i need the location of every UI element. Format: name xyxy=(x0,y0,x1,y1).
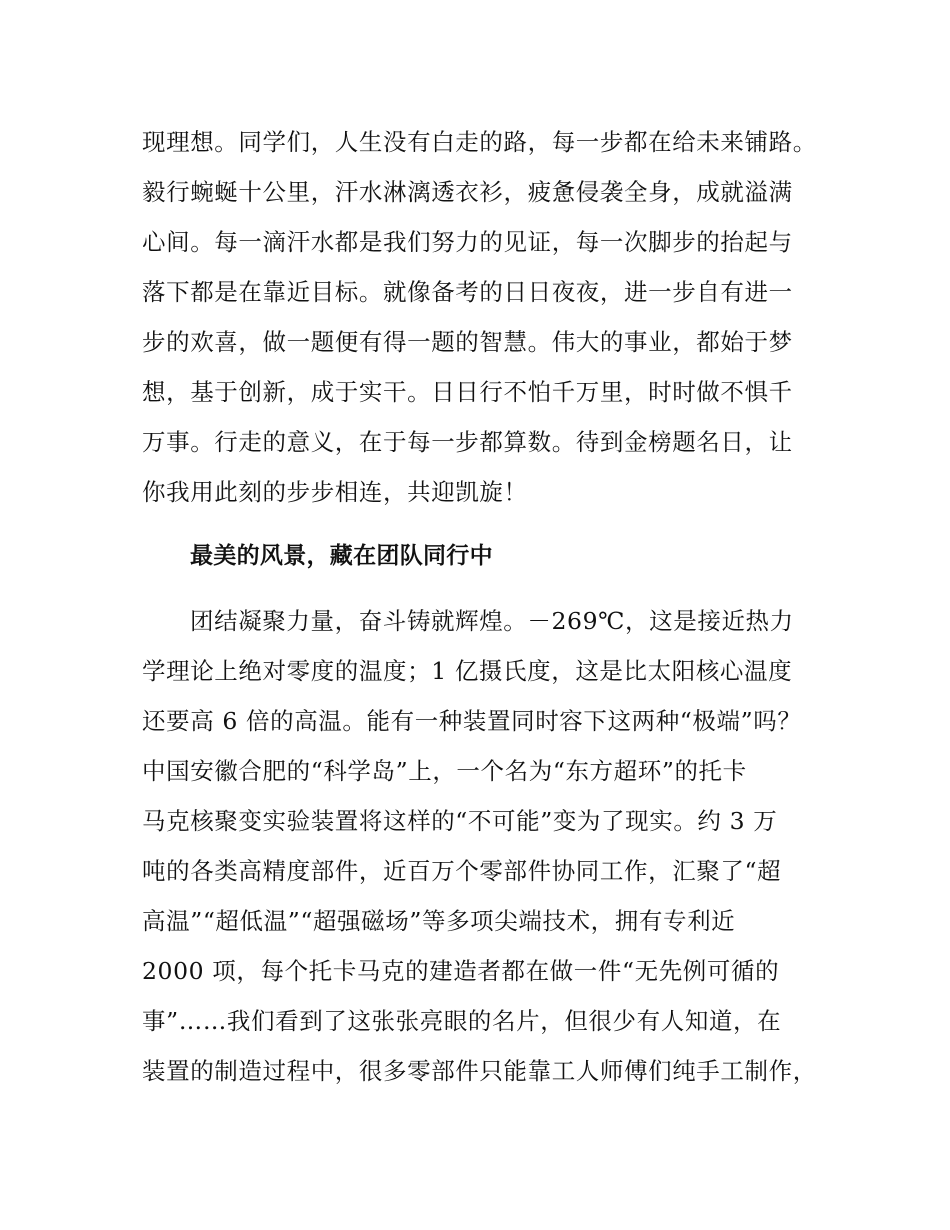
paragraph-line: 步的欢喜，做一题便有得一题的智慧。伟大的事业，都始于梦 xyxy=(142,328,793,356)
paragraph-line: 吨的各类高精度部件，近百万个零部件协同工作，汇聚了“超 xyxy=(142,857,782,885)
paragraph-line: 高温”“超低温”“超强磁场”等多项尖端技术，拥有专利近 xyxy=(142,907,736,935)
paragraph-line: 2000 项，每个托卡马克的建造者都在做一件“无先例可循的 xyxy=(142,957,780,985)
paragraph-line: 团结凝聚力量，奋斗铸就辉煌。－269℃，这是接近热力 xyxy=(190,607,794,635)
paragraph-line: 想，基于创新，成于实干。日日行不怕千万里，时时做不惧千 xyxy=(142,378,793,406)
paragraph-line: 心间。每一滴汗水都是我们努力的见证，每一次脚步的抬起与 xyxy=(142,228,793,256)
paragraph-line: 马克核聚变实验装置将这样的“不可能”变为了现实。约 3 万 xyxy=(142,807,778,835)
paragraph-line: 现理想。同学们，人生没有白走的路，每一步都在给未来铺路。 xyxy=(142,128,817,156)
paragraph-line: 学理论上绝对零度的温度；1 亿摄氏度，这是比太阳核心温度 xyxy=(142,657,793,685)
paragraph-line: 还要高 6 倍的高温。能有一种装置同时容下这两种“极端”吗？ xyxy=(142,707,802,735)
paragraph-line: 落下都是在靠近目标。就像备考的日日夜夜，进一步自有进一 xyxy=(142,278,793,306)
section-heading: 最美的风景，藏在团队同行中 xyxy=(190,543,493,569)
paragraph-line: 毅行蜿蜒十公里，汗水淋漓透衣衫，疲惫侵袭全身，成就溢满 xyxy=(142,178,793,206)
paragraph-line: 中国安徽合肥的“科学岛”上，一个名为“东方超环”的托卡 xyxy=(142,757,747,785)
paragraph-line: 装置的制造过程中，很多零部件只能靠工人师傅们纯手工制作， xyxy=(142,1057,817,1085)
paragraph-line: 事”……我们看到了这张张亮眼的名片，但很少有人知道，在 xyxy=(142,1007,782,1035)
paragraph-line: 万事。行走的意义，在于每一步都算数。待到金榜题名日，让 xyxy=(142,428,793,456)
paragraph-line: 你我用此刻的步步相连，共迎凯旋！ xyxy=(142,478,528,506)
